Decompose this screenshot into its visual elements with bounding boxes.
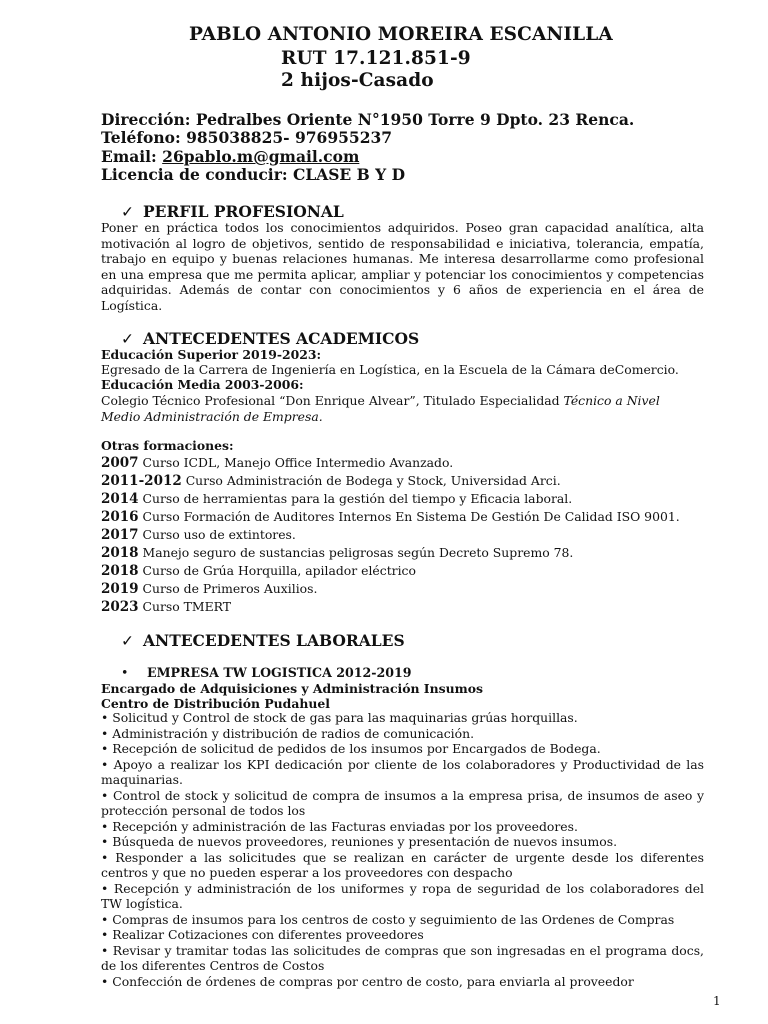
middle-education-specialty-cont: Medio Administración de Empresa. (101, 409, 323, 424)
candidate-name: PABLO ANTONIO MOREIRA ESCANILLA (189, 24, 613, 45)
checkmark-icon: ✓ (121, 330, 134, 348)
duty-item: • Compras de insumos para los centros de costo y seguimiento de las Ordenes de Compras (101, 911, 675, 927)
higher-education-label: Educación Superior 2019-2023: (101, 347, 322, 362)
duty-item: • Solicitud y Control de stock de gas para las maquinarias grúas horquillas. (101, 710, 578, 725)
address-line: Dirección: Pedralbes Oriente N°1950 Torre 9 Dpto. 23 Renca. (101, 110, 635, 129)
page-number: 1 (713, 994, 721, 1008)
duty-item: • Recepción y administración de los uniformes y ropa de seguridad de los colaboradores del TW logística. (101, 880, 704, 911)
duty-item: • Apoyo a realizar los KPI dedicación por cliente de los colaboradores y Productividad de las maquinarias. (101, 756, 704, 787)
course-item (101, 491, 572, 507)
checkmark-icon: ✓ (121, 632, 134, 650)
course-year: 2018 (101, 545, 139, 561)
email-link[interactable]: 26pablo.m@gmail.com (162, 147, 360, 166)
course-text: Curso ICDL, Manejo Office Intermedio Avanzado. (138, 455, 454, 470)
course-item (101, 581, 317, 597)
course-year: 2017 (101, 527, 139, 543)
duty-item: • Revisar y tramitar todas las solicitudes de compras que son ingresadas en el programa docs, de los diferentes Centros de Costos (101, 942, 704, 973)
course-text: Curso Administración de Bodega y Stock, Universidad Arci. (181, 473, 561, 488)
course-text: Manejo seguro de sustancias peligrosas según Decreto Supremo 78. (138, 545, 574, 560)
course-year: 2016 (101, 509, 139, 525)
duty-item: • Control de stock y solicitud de compra de insumos a la empresa prisa, de insumos de aseo y protección personal de todos los (101, 787, 704, 818)
course-item (101, 563, 416, 579)
course-item (101, 599, 231, 615)
middle-education-label: Educación Media 2003-2006: (101, 377, 304, 392)
course-year: 2023 (101, 599, 139, 615)
duty-item: • Búsqueda de nuevos proveedores, reuniones y presentación de nuevos insumos. (101, 834, 618, 849)
middle-education-specialty: Técnico a Nivel (563, 393, 660, 408)
job-role: Encargado de Adquisiciones y Administración Insumos (101, 681, 483, 696)
duty-item: • Recepción y administración de las Facturas enviadas por los proveedores. (101, 818, 578, 834)
duty-item: • Administración y distribución de radios de comunicación. (101, 725, 475, 741)
course-year: 2011-2012 (101, 473, 182, 489)
course-year: 2018 (101, 563, 139, 579)
job-center: Centro de Distribución Pudahuel (101, 696, 330, 711)
course-text: Curso uso de extintores. (138, 527, 296, 542)
license-line: Licencia de conducir: CLASE B Y D (101, 165, 406, 184)
phone-line: Teléfono: 985038825- 976955237 (101, 128, 393, 147)
section-profile (121, 202, 344, 221)
course-item (101, 509, 680, 525)
company-heading (121, 665, 412, 680)
course-year: 2007 (101, 455, 139, 471)
middle-education-text (101, 393, 660, 408)
section-academic-title: ANTECEDENTES ACADEMICOS (143, 329, 420, 348)
email-label: Email: (101, 147, 157, 166)
course-item (101, 545, 573, 561)
higher-education-text: Egresado de la Carrera de Ingeniería en Logística, en la Escuela de la Cámara deComercio. (101, 362, 679, 377)
email-line (101, 147, 359, 166)
course-year: 2019 (101, 581, 139, 597)
middle-education-text-cont (101, 409, 323, 424)
other-training-title: Otras formaciones: (101, 438, 234, 453)
checkmark-icon: ✓ (121, 203, 134, 221)
course-text: Curso de Primeros Auxilios. (138, 581, 318, 596)
section-labor-title: ANTECEDENTES LABORALES (143, 631, 405, 650)
course-text: Curso de herramientas para la gestión del tiempo y Eficacia laboral. (138, 491, 573, 506)
course-item (101, 473, 561, 489)
section-labor (121, 631, 405, 650)
duty-item: • Recepción de solicitud de pedidos de los insumos por Encargados de Bodega. (101, 741, 601, 756)
course-item (101, 527, 296, 543)
company-name: EMPRESA TW LOGISTICA 2012-2019 (147, 665, 412, 680)
bullet-icon: • (121, 665, 129, 680)
course-text: Curso de Grúa Horquilla, apilador eléctrico (138, 563, 416, 578)
course-text: Curso TMERT (138, 599, 232, 614)
duty-item: • Realizar Cotizaciones con diferentes proveedores (101, 927, 424, 942)
family-status: 2 hijos-Casado (281, 70, 434, 91)
course-text: Curso Formación de Auditores Internos En Sistema De Gestión De Calidad ISO 9001. (138, 509, 680, 524)
course-item (101, 455, 453, 471)
profile-text: Poner en práctica todos los conocimientos adquiridos. Poseo gran capacidad analítica, alta motivación al logro de objetivos, sentido de responsabilidad e iniciativa, tolerancia, empatía, trabajo en equipo y buenas relaciones humanas. Me interesa desarrollarme como profesional en una empresa que me permita aplicar, ampliar y potenciar los conocimientos y competencias adquiridas. Además de contar con conocimientos y 6 años de experiencia en el área de Logística. (101, 220, 704, 313)
duty-item: • Responder a las solicitudes que se realizan en carácter de urgente desde los diferentes centros y que no pueden esperar a los proveedores con despacho (101, 849, 704, 880)
middle-education-school: Colegio Técnico Profesional “Don Enrique Alvear”, Titulado Especialidad (101, 393, 564, 408)
job-duties (101, 710, 704, 989)
duty-item: • Confección de órdenes de compras por centro de costo, para enviarla al proveedor (101, 973, 634, 989)
section-academic (121, 329, 419, 348)
candidate-rut: RUT 17.121.851-9 (281, 48, 471, 69)
section-profile-title: PERFIL PROFESIONAL (143, 202, 344, 221)
course-year: 2014 (101, 491, 139, 507)
